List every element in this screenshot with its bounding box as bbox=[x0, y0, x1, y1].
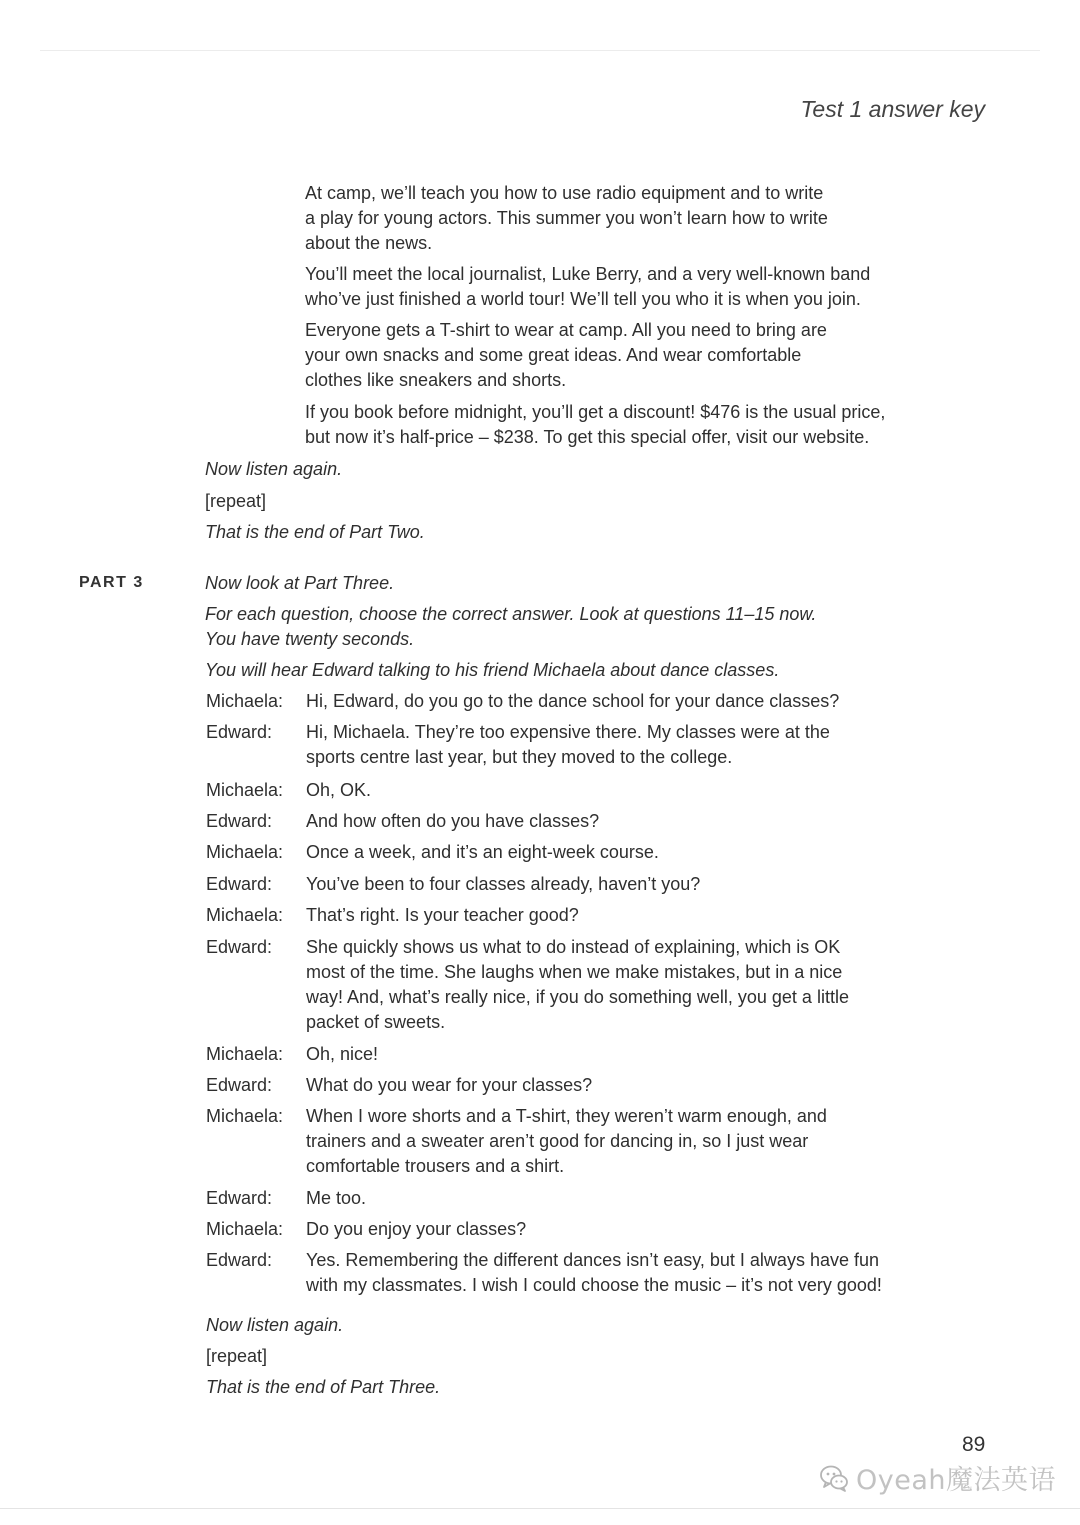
dialogue-line: Me too. bbox=[306, 1188, 367, 1208]
dialogue-line: Hi, Michaela. They’re too expensive there. My classes were at the bbox=[306, 722, 830, 742]
dialogue-line: most of the time. She laughs when we make mistakes, but in a nice bbox=[306, 962, 843, 982]
part2-line: a play for young actors. This summer you won’t learn how to write bbox=[305, 208, 828, 228]
part3-listen-again: Now listen again. bbox=[206, 1315, 344, 1335]
part2-line: your own snacks and some great ideas. And wear comfortable bbox=[305, 345, 802, 365]
dialogue-speaker: Michaela: bbox=[206, 691, 284, 711]
bottom-rule bbox=[0, 1508, 1080, 1509]
top-rule bbox=[40, 50, 1040, 51]
dialogue-line: You’ve been to four classes already, haven’t you? bbox=[306, 874, 701, 894]
dialogue-line: What do you wear for your classes? bbox=[306, 1075, 593, 1095]
dialogue-line: sports centre last year, but they moved to the college. bbox=[306, 747, 733, 767]
part2-line: who’ve just finished a world tour! We’ll tell you who it is when you join. bbox=[305, 289, 861, 309]
dialogue-speaker: Michaela: bbox=[206, 1106, 284, 1126]
dialogue-line: Do you enjoy your classes? bbox=[306, 1219, 527, 1239]
part3-repeat: [repeat] bbox=[206, 1346, 268, 1366]
part2-line: about the news. bbox=[305, 233, 433, 253]
part3-intro: Now look at Part Three. bbox=[205, 573, 395, 593]
dialogue-line: She quickly shows us what to do instead of explaining, which is OK bbox=[306, 937, 841, 957]
dialogue-speaker: Edward: bbox=[206, 1075, 273, 1095]
part2-line: Everyone gets a T-shirt to wear at camp. All you need to bring are bbox=[305, 320, 827, 340]
dialogue-speaker: Michaela: bbox=[206, 905, 284, 925]
part2-line: clothes like sneakers and shorts. bbox=[305, 370, 567, 390]
dialogue-speaker: Michaela: bbox=[206, 1044, 284, 1064]
dialogue-line: way! And, what’s really nice, if you do something well, you get a little bbox=[306, 987, 849, 1007]
watermark bbox=[818, 1458, 1056, 1497]
dialogue-line: Once a week, and it’s an eight-week course. bbox=[306, 842, 659, 862]
dialogue-line: And how often do you have classes? bbox=[306, 811, 600, 831]
dialogue-line: comfortable trousers and a shirt. bbox=[306, 1156, 565, 1176]
dialogue-speaker: Michaela: bbox=[206, 780, 284, 800]
dialogue-speaker: Edward: bbox=[206, 1188, 273, 1208]
running-head: Test 1 answer key bbox=[800, 96, 985, 122]
dialogue-line: Oh, OK. bbox=[306, 780, 372, 800]
dialogue-line: with my classmates. I wish I could choose the music – it’s not very good! bbox=[306, 1275, 882, 1295]
dialogue-line: Hi, Edward, do you go to the dance school for your dance classes? bbox=[306, 691, 840, 711]
part2-end: That is the end of Part Two. bbox=[205, 522, 425, 542]
page-number: 89 bbox=[962, 1433, 986, 1456]
dialogue-line: When I wore shorts and a T-shirt, they weren’t warm enough, and bbox=[306, 1106, 827, 1126]
dialogue-line: Yes. Remembering the different dances isn’t easy, but I always have fun bbox=[306, 1250, 879, 1270]
dialogue-speaker: Edward: bbox=[206, 874, 273, 894]
part3-context: You will hear Edward talking to his friend Michaela about dance classes. bbox=[205, 660, 780, 680]
part2-repeat: [repeat] bbox=[205, 491, 267, 511]
part2-line: but now it’s half-price – $238. To get this special offer, visit our website. bbox=[305, 427, 870, 447]
part2-listen-again: Now listen again. bbox=[205, 459, 343, 479]
dialogue-line: trainers and a sweater aren’t good for dancing in, so I just wear bbox=[306, 1131, 809, 1151]
part3-end: That is the end of Part Three. bbox=[206, 1377, 441, 1397]
part2-line: If you book before midnight, you’ll get a discount! $476 is the usual price, bbox=[305, 402, 886, 422]
dialogue-line: packet of sweets. bbox=[306, 1012, 446, 1032]
watermark-text: Oyeah魔法英语 bbox=[856, 1465, 1056, 1496]
dialogue-speaker: Edward: bbox=[206, 811, 273, 831]
wechat-icon bbox=[818, 1462, 850, 1494]
dialogue-line: That’s right. Is your teacher good? bbox=[306, 905, 579, 925]
dialogue-speaker: Edward: bbox=[206, 937, 273, 957]
dialogue-line: Oh, nice! bbox=[306, 1044, 379, 1064]
part2-line: You’ll meet the local journalist, Luke Berry, and a very well-known band bbox=[305, 264, 871, 284]
dialogue-speaker: Edward: bbox=[206, 1250, 273, 1270]
part3-instruction: You have twenty seconds. bbox=[205, 629, 415, 649]
dialogue-speaker: Michaela: bbox=[206, 842, 284, 862]
dialogue-speaker: Edward: bbox=[206, 722, 273, 742]
part3-instruction: For each question, choose the correct answer. Look at questions 11–15 now. bbox=[205, 604, 817, 624]
part2-line: At camp, we’ll teach you how to use radio equipment and to write bbox=[305, 183, 824, 203]
dialogue-speaker: Michaela: bbox=[206, 1219, 284, 1239]
part3-label: PART 3 bbox=[79, 574, 144, 591]
